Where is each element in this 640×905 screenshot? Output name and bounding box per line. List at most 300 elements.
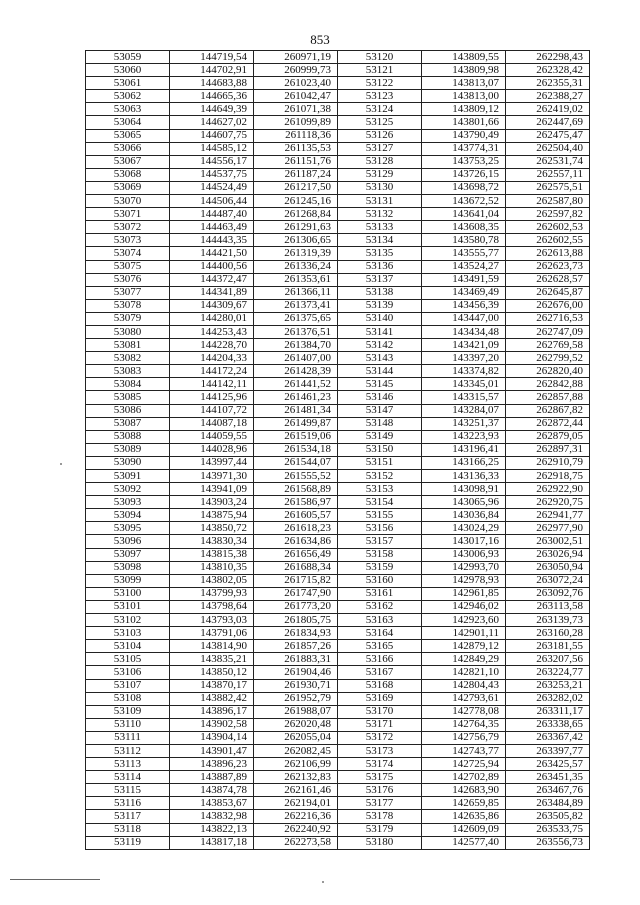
point-number-left-cell: 53095 <box>86 522 170 535</box>
y-coordinate-left-cell: 261245,16 <box>254 195 338 208</box>
y-coordinate-left-cell: 261336,24 <box>254 260 338 273</box>
point-number-right-cell: 53173 <box>338 744 422 757</box>
y-coordinate-left-cell: 261544,07 <box>254 456 338 469</box>
table-row <box>86 260 590 273</box>
x-coordinate-right-cell: 143006,93 <box>422 548 506 561</box>
point-number-left-cell: 53082 <box>86 352 170 365</box>
x-coordinate-left-cell: 143793,03 <box>170 614 254 627</box>
y-coordinate-left-cell: 261217,50 <box>254 181 338 194</box>
y-coordinate-left-cell: 261376,51 <box>254 325 338 338</box>
x-coordinate-left-cell: 143882,42 <box>170 692 254 705</box>
table-row <box>86 797 590 810</box>
table-row <box>86 378 590 391</box>
table-row <box>86 430 590 443</box>
y-coordinate-right-cell: 263160,28 <box>506 627 590 640</box>
y-coordinate-right-cell: 263338,65 <box>506 718 590 731</box>
x-coordinate-right-cell: 143017,16 <box>422 535 506 548</box>
y-coordinate-left-cell: 261187,24 <box>254 168 338 181</box>
point-number-left-cell: 53080 <box>86 325 170 338</box>
x-coordinate-left-cell: 143971,30 <box>170 470 254 483</box>
x-coordinate-left-cell: 144309,67 <box>170 299 254 312</box>
table-row <box>86 234 590 247</box>
table-row <box>86 496 590 509</box>
x-coordinate-left-cell: 143853,67 <box>170 797 254 810</box>
point-number-right-cell: 53126 <box>338 129 422 142</box>
table-row <box>86 666 590 679</box>
x-coordinate-left-cell: 144125,96 <box>170 391 254 404</box>
x-coordinate-right-cell: 142879,12 <box>422 640 506 653</box>
point-number-right-cell: 53180 <box>338 836 422 849</box>
x-coordinate-left-cell: 144537,75 <box>170 168 254 181</box>
point-number-left-cell: 53079 <box>86 312 170 325</box>
point-number-right-cell: 53152 <box>338 470 422 483</box>
x-coordinate-left-cell: 144400,56 <box>170 260 254 273</box>
x-coordinate-right-cell: 143801,66 <box>422 116 506 129</box>
point-number-right-cell: 53143 <box>338 352 422 365</box>
point-number-left-cell: 53107 <box>86 679 170 692</box>
x-coordinate-left-cell: 143903,24 <box>170 496 254 509</box>
y-coordinate-right-cell: 263556,73 <box>506 836 590 849</box>
point-number-right-cell: 53176 <box>338 784 422 797</box>
table-row <box>86 443 590 456</box>
y-coordinate-right-cell: 262355,31 <box>506 77 590 90</box>
table-row <box>86 103 590 116</box>
x-coordinate-left-cell: 144280,01 <box>170 312 254 325</box>
point-number-right-cell: 53153 <box>338 483 422 496</box>
x-coordinate-right-cell: 143774,31 <box>422 142 506 155</box>
point-number-right-cell: 53146 <box>338 391 422 404</box>
y-coordinate-left-cell: 261373,41 <box>254 299 338 312</box>
x-coordinate-right-cell: 142609,09 <box>422 823 506 836</box>
x-coordinate-right-cell: 142961,85 <box>422 587 506 600</box>
y-coordinate-left-cell: 262194,01 <box>254 797 338 810</box>
point-number-right-cell: 53161 <box>338 587 422 600</box>
point-number-right-cell: 53127 <box>338 142 422 155</box>
point-number-right-cell: 53142 <box>338 339 422 352</box>
x-coordinate-right-cell: 143809,98 <box>422 64 506 77</box>
table-row <box>86 718 590 731</box>
x-coordinate-right-cell: 142743,77 <box>422 744 506 757</box>
point-number-right-cell: 53121 <box>338 64 422 77</box>
x-coordinate-left-cell: 143810,35 <box>170 561 254 574</box>
table-row <box>86 483 590 496</box>
y-coordinate-right-cell: 262388,27 <box>506 90 590 103</box>
y-coordinate-left-cell: 261534,18 <box>254 443 338 456</box>
y-coordinate-right-cell: 262918,75 <box>506 470 590 483</box>
x-coordinate-left-cell: 144506,44 <box>170 195 254 208</box>
y-coordinate-right-cell: 262716,53 <box>506 312 590 325</box>
table-row <box>86 195 590 208</box>
y-coordinate-right-cell: 262587,80 <box>506 195 590 208</box>
y-coordinate-right-cell: 262977,90 <box>506 522 590 535</box>
point-number-right-cell: 53134 <box>338 234 422 247</box>
table-row <box>86 627 590 640</box>
x-coordinate-right-cell: 142793,61 <box>422 692 506 705</box>
point-number-right-cell: 53129 <box>338 168 422 181</box>
y-coordinate-right-cell: 263002,51 <box>506 535 590 548</box>
y-coordinate-left-cell: 261441,52 <box>254 378 338 391</box>
point-number-left-cell: 53069 <box>86 181 170 194</box>
x-coordinate-right-cell: 143136,33 <box>422 470 506 483</box>
point-number-right-cell: 53145 <box>338 378 422 391</box>
x-coordinate-right-cell: 143098,91 <box>422 483 506 496</box>
table-row <box>86 522 590 535</box>
point-number-right-cell: 53149 <box>338 430 422 443</box>
y-coordinate-left-cell: 261930,71 <box>254 679 338 692</box>
x-coordinate-left-cell: 143875,94 <box>170 509 254 522</box>
point-number-left-cell: 53117 <box>86 810 170 823</box>
point-number-right-cell: 53165 <box>338 640 422 653</box>
point-number-right-cell: 53137 <box>338 273 422 286</box>
y-coordinate-left-cell: 261071,38 <box>254 103 338 116</box>
point-number-right-cell: 53160 <box>338 574 422 587</box>
table-row <box>86 129 590 142</box>
point-number-left-cell: 53102 <box>86 614 170 627</box>
point-number-left-cell: 53096 <box>86 535 170 548</box>
point-number-left-cell: 53115 <box>86 784 170 797</box>
x-coordinate-left-cell: 144683,88 <box>170 77 254 90</box>
table-row <box>86 417 590 430</box>
x-coordinate-right-cell: 143813,07 <box>422 77 506 90</box>
y-coordinate-right-cell: 262879,05 <box>506 430 590 443</box>
point-number-right-cell: 53150 <box>338 443 422 456</box>
point-number-left-cell: 53094 <box>86 509 170 522</box>
table-row <box>86 365 590 378</box>
point-number-right-cell: 53141 <box>338 325 422 338</box>
point-number-right-cell: 53179 <box>338 823 422 836</box>
x-coordinate-left-cell: 143901,47 <box>170 744 254 757</box>
point-number-left-cell: 53109 <box>86 705 170 718</box>
x-coordinate-left-cell: 143799,93 <box>170 587 254 600</box>
y-coordinate-right-cell: 262820,40 <box>506 365 590 378</box>
point-number-left-cell: 53068 <box>86 168 170 181</box>
y-coordinate-right-cell: 262857,88 <box>506 391 590 404</box>
point-number-right-cell: 53130 <box>338 181 422 194</box>
table-row <box>86 679 590 692</box>
point-number-right-cell: 53167 <box>338 666 422 679</box>
page-number: 853 <box>310 32 330 47</box>
x-coordinate-left-cell: 143817,18 <box>170 836 254 849</box>
x-coordinate-right-cell: 143447,00 <box>422 312 506 325</box>
x-coordinate-left-cell: 143904,14 <box>170 731 254 744</box>
scan-speck <box>60 463 62 465</box>
point-number-right-cell: 53177 <box>338 797 422 810</box>
y-coordinate-right-cell: 263311,17 <box>506 705 590 718</box>
y-coordinate-right-cell: 262842,88 <box>506 378 590 391</box>
x-coordinate-right-cell: 143284,07 <box>422 404 506 417</box>
y-coordinate-right-cell: 262597,82 <box>506 208 590 221</box>
x-coordinate-right-cell: 143641,04 <box>422 208 506 221</box>
table-row <box>86 731 590 744</box>
y-coordinate-right-cell: 262504,40 <box>506 142 590 155</box>
y-coordinate-left-cell: 261952,79 <box>254 692 338 705</box>
point-number-left-cell: 53066 <box>86 142 170 155</box>
point-number-left-cell: 53113 <box>86 758 170 771</box>
point-number-right-cell: 53147 <box>338 404 422 417</box>
x-coordinate-right-cell: 143580,78 <box>422 234 506 247</box>
point-number-right-cell: 53171 <box>338 718 422 731</box>
y-coordinate-right-cell: 263224,77 <box>506 666 590 679</box>
table-row <box>86 221 590 234</box>
table-row <box>86 587 590 600</box>
y-coordinate-right-cell: 263092,76 <box>506 587 590 600</box>
point-number-left-cell: 53063 <box>86 103 170 116</box>
x-coordinate-left-cell: 144702,91 <box>170 64 254 77</box>
point-number-left-cell: 53093 <box>86 496 170 509</box>
x-coordinate-right-cell: 142804,43 <box>422 679 506 692</box>
y-coordinate-left-cell: 261384,70 <box>254 339 338 352</box>
point-number-left-cell: 53083 <box>86 365 170 378</box>
x-coordinate-right-cell: 143672,52 <box>422 195 506 208</box>
y-coordinate-right-cell: 262298,43 <box>506 51 590 64</box>
x-coordinate-right-cell: 142821,10 <box>422 666 506 679</box>
y-coordinate-left-cell: 261353,61 <box>254 273 338 286</box>
x-coordinate-right-cell: 142993,70 <box>422 561 506 574</box>
y-coordinate-left-cell: 261118,36 <box>254 129 338 142</box>
x-coordinate-right-cell: 143555,77 <box>422 247 506 260</box>
x-coordinate-right-cell: 143456,39 <box>422 299 506 312</box>
y-coordinate-left-cell: 261634,86 <box>254 535 338 548</box>
point-number-right-cell: 53123 <box>338 90 422 103</box>
point-number-right-cell: 53151 <box>338 456 422 469</box>
x-coordinate-right-cell: 142849,29 <box>422 653 506 666</box>
point-number-left-cell: 53070 <box>86 195 170 208</box>
point-number-left-cell: 53087 <box>86 417 170 430</box>
x-coordinate-right-cell: 142702,89 <box>422 771 506 784</box>
point-number-right-cell: 53155 <box>338 509 422 522</box>
x-coordinate-left-cell: 144585,12 <box>170 142 254 155</box>
table-row <box>86 51 590 64</box>
x-coordinate-left-cell: 144649,39 <box>170 103 254 116</box>
point-number-right-cell: 53166 <box>338 653 422 666</box>
x-coordinate-right-cell: 143196,41 <box>422 443 506 456</box>
point-number-right-cell: 53158 <box>338 548 422 561</box>
point-number-right-cell: 53124 <box>338 103 422 116</box>
table-row <box>86 744 590 757</box>
point-number-left-cell: 53089 <box>86 443 170 456</box>
table-row <box>86 535 590 548</box>
table-row <box>86 784 590 797</box>
x-coordinate-left-cell: 143997,44 <box>170 456 254 469</box>
table-row <box>86 823 590 836</box>
x-coordinate-right-cell: 143524,27 <box>422 260 506 273</box>
x-coordinate-left-cell: 143791,06 <box>170 627 254 640</box>
point-number-left-cell: 53071 <box>86 208 170 221</box>
x-coordinate-left-cell: 144059,55 <box>170 430 254 443</box>
x-coordinate-left-cell: 143850,12 <box>170 666 254 679</box>
y-coordinate-left-cell: 261586,97 <box>254 496 338 509</box>
table-row <box>86 548 590 561</box>
table-row <box>86 142 590 155</box>
table-row <box>86 574 590 587</box>
x-coordinate-right-cell: 143315,57 <box>422 391 506 404</box>
x-coordinate-right-cell: 142756,79 <box>422 731 506 744</box>
point-number-right-cell: 53154 <box>338 496 422 509</box>
x-coordinate-left-cell: 143815,38 <box>170 548 254 561</box>
point-number-right-cell: 53122 <box>338 77 422 90</box>
x-coordinate-left-cell: 144524,49 <box>170 181 254 194</box>
point-number-right-cell: 53131 <box>338 195 422 208</box>
y-coordinate-left-cell: 262161,46 <box>254 784 338 797</box>
x-coordinate-left-cell: 144028,96 <box>170 443 254 456</box>
x-coordinate-right-cell: 142764,35 <box>422 718 506 731</box>
point-number-left-cell: 53111 <box>86 731 170 744</box>
x-coordinate-right-cell: 142946,02 <box>422 600 506 613</box>
x-coordinate-left-cell: 144172,24 <box>170 365 254 378</box>
point-number-right-cell: 53168 <box>338 679 422 692</box>
x-coordinate-right-cell: 142683,90 <box>422 784 506 797</box>
y-coordinate-left-cell: 261366,11 <box>254 286 338 299</box>
table-row <box>86 155 590 168</box>
table-row <box>86 352 590 365</box>
y-coordinate-left-cell: 260971,19 <box>254 51 338 64</box>
point-number-left-cell: 53090 <box>86 456 170 469</box>
x-coordinate-left-cell: 143814,90 <box>170 640 254 653</box>
x-coordinate-left-cell: 144142,11 <box>170 378 254 391</box>
y-coordinate-left-cell: 260999,73 <box>254 64 338 77</box>
point-number-right-cell: 53139 <box>338 299 422 312</box>
point-number-left-cell: 53112 <box>86 744 170 757</box>
x-coordinate-left-cell: 144228,70 <box>170 339 254 352</box>
point-number-left-cell: 53075 <box>86 260 170 273</box>
y-coordinate-left-cell: 261618,23 <box>254 522 338 535</box>
point-number-right-cell: 53144 <box>338 365 422 378</box>
point-number-right-cell: 53120 <box>338 51 422 64</box>
point-number-right-cell: 53157 <box>338 535 422 548</box>
y-coordinate-right-cell: 263139,73 <box>506 614 590 627</box>
footnote-divider <box>10 879 100 880</box>
y-coordinate-right-cell: 262910,79 <box>506 456 590 469</box>
x-coordinate-left-cell: 143941,09 <box>170 483 254 496</box>
point-number-left-cell: 53064 <box>86 116 170 129</box>
y-coordinate-right-cell: 263397,77 <box>506 744 590 757</box>
table-row <box>86 600 590 613</box>
point-number-right-cell: 53133 <box>338 221 422 234</box>
y-coordinate-right-cell: 262799,52 <box>506 352 590 365</box>
y-coordinate-right-cell: 262676,00 <box>506 299 590 312</box>
y-coordinate-left-cell: 261805,75 <box>254 614 338 627</box>
x-coordinate-right-cell: 143790,49 <box>422 129 506 142</box>
y-coordinate-left-cell: 261499,87 <box>254 417 338 430</box>
x-coordinate-left-cell: 143850,72 <box>170 522 254 535</box>
y-coordinate-left-cell: 262020,48 <box>254 718 338 731</box>
point-number-left-cell: 53105 <box>86 653 170 666</box>
y-coordinate-left-cell: 261605,57 <box>254 509 338 522</box>
y-coordinate-right-cell: 262602,53 <box>506 221 590 234</box>
x-coordinate-left-cell: 143896,23 <box>170 758 254 771</box>
point-number-right-cell: 53132 <box>338 208 422 221</box>
point-number-right-cell: 53162 <box>338 600 422 613</box>
x-coordinate-left-cell: 143896,17 <box>170 705 254 718</box>
y-coordinate-right-cell: 262872,44 <box>506 417 590 430</box>
y-coordinate-right-cell: 263425,57 <box>506 758 590 771</box>
x-coordinate-left-cell: 144719,54 <box>170 51 254 64</box>
table-row <box>86 614 590 627</box>
table-row <box>86 810 590 823</box>
point-number-left-cell: 53081 <box>86 339 170 352</box>
point-number-left-cell: 53062 <box>86 90 170 103</box>
y-coordinate-right-cell: 262557,11 <box>506 168 590 181</box>
table-row <box>86 116 590 129</box>
table-row <box>86 77 590 90</box>
point-number-left-cell: 53073 <box>86 234 170 247</box>
table-row <box>86 247 590 260</box>
x-coordinate-right-cell: 142635,86 <box>422 810 506 823</box>
table-row <box>86 509 590 522</box>
table-row <box>86 391 590 404</box>
point-number-right-cell: 53170 <box>338 705 422 718</box>
x-coordinate-left-cell: 144341,89 <box>170 286 254 299</box>
point-number-right-cell: 53148 <box>338 417 422 430</box>
point-number-left-cell: 53084 <box>86 378 170 391</box>
x-coordinate-right-cell: 142901,11 <box>422 627 506 640</box>
point-number-right-cell: 53128 <box>338 155 422 168</box>
y-coordinate-right-cell: 262613,88 <box>506 247 590 260</box>
y-coordinate-right-cell: 263026,94 <box>506 548 590 561</box>
x-coordinate-right-cell: 142659,85 <box>422 797 506 810</box>
table-row <box>86 561 590 574</box>
y-coordinate-right-cell: 262628,57 <box>506 273 590 286</box>
table-row <box>86 771 590 784</box>
point-number-right-cell: 53159 <box>338 561 422 574</box>
x-coordinate-right-cell: 143809,55 <box>422 51 506 64</box>
y-coordinate-right-cell: 262867,82 <box>506 404 590 417</box>
point-number-right-cell: 53169 <box>338 692 422 705</box>
table-row <box>86 64 590 77</box>
x-coordinate-left-cell: 143802,05 <box>170 574 254 587</box>
point-number-left-cell: 53077 <box>86 286 170 299</box>
point-number-left-cell: 53110 <box>86 718 170 731</box>
y-coordinate-left-cell: 261319,39 <box>254 247 338 260</box>
x-coordinate-right-cell: 142577,40 <box>422 836 506 849</box>
x-coordinate-right-cell: 143434,48 <box>422 325 506 338</box>
scan-speck <box>322 881 324 883</box>
y-coordinate-left-cell: 261135,53 <box>254 142 338 155</box>
x-coordinate-left-cell: 143798,64 <box>170 600 254 613</box>
y-coordinate-right-cell: 263181,55 <box>506 640 590 653</box>
y-coordinate-left-cell: 261042,47 <box>254 90 338 103</box>
y-coordinate-left-cell: 262106,99 <box>254 758 338 771</box>
x-coordinate-right-cell: 143024,29 <box>422 522 506 535</box>
x-coordinate-left-cell: 143830,34 <box>170 535 254 548</box>
table-row <box>86 640 590 653</box>
point-number-left-cell: 53097 <box>86 548 170 561</box>
y-coordinate-right-cell: 262475,47 <box>506 129 590 142</box>
y-coordinate-left-cell: 261099,89 <box>254 116 338 129</box>
x-coordinate-left-cell: 143822,13 <box>170 823 254 836</box>
y-coordinate-left-cell: 261857,26 <box>254 640 338 653</box>
y-coordinate-left-cell: 261023,40 <box>254 77 338 90</box>
point-number-left-cell: 53108 <box>86 692 170 705</box>
x-coordinate-right-cell: 143469,49 <box>422 286 506 299</box>
point-number-left-cell: 53106 <box>86 666 170 679</box>
point-number-right-cell: 53136 <box>338 260 422 273</box>
y-coordinate-right-cell: 263207,56 <box>506 653 590 666</box>
x-coordinate-left-cell: 144463,49 <box>170 221 254 234</box>
point-number-left-cell: 53085 <box>86 391 170 404</box>
y-coordinate-left-cell: 262273,58 <box>254 836 338 849</box>
point-number-right-cell: 53164 <box>338 627 422 640</box>
x-coordinate-right-cell: 143374,82 <box>422 365 506 378</box>
y-coordinate-right-cell: 262531,74 <box>506 155 590 168</box>
x-coordinate-right-cell: 143726,15 <box>422 168 506 181</box>
x-coordinate-right-cell: 143223,93 <box>422 430 506 443</box>
point-number-right-cell: 53163 <box>338 614 422 627</box>
point-number-left-cell: 53104 <box>86 640 170 653</box>
table-row <box>86 470 590 483</box>
x-coordinate-right-cell: 142923,60 <box>422 614 506 627</box>
y-coordinate-left-cell: 261834,93 <box>254 627 338 640</box>
